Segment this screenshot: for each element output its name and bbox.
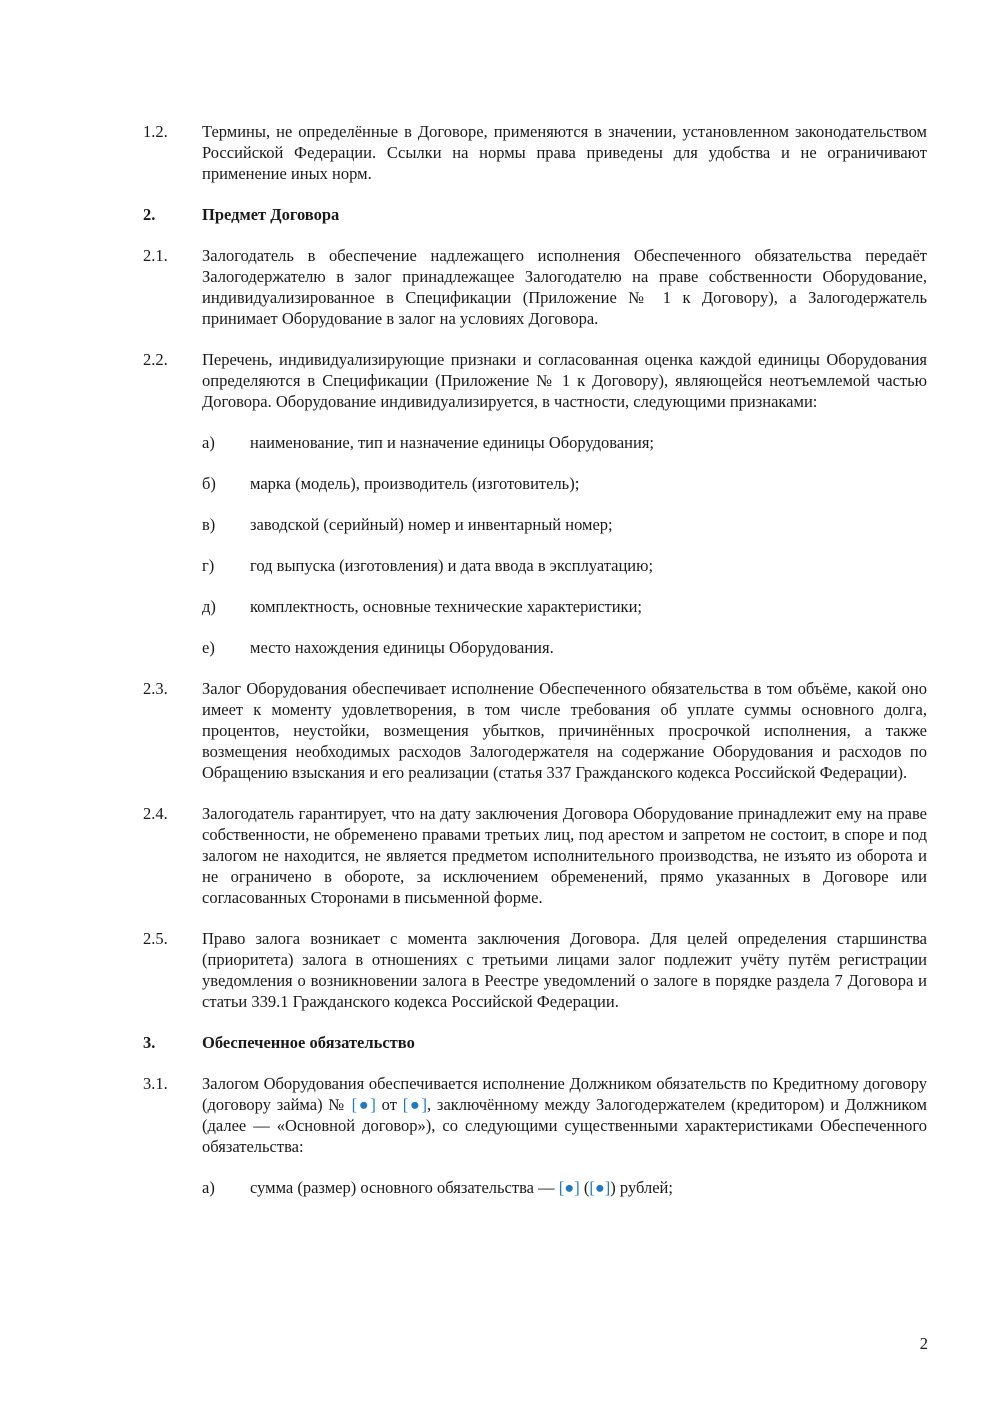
section-heading-3 [143, 1032, 927, 1053]
document-content [143, 121, 927, 1218]
list-item-letter: д) [202, 597, 216, 616]
clause-text-part: , заключённому между Залогодержателем (кредитором) и Должником (далее — «Основной договор»), со следующими существенными характеристиками Обеспеченного обязательства: [202, 1095, 927, 1156]
clause-number: 2.4. [143, 804, 168, 823]
list-item-letter: а) [202, 433, 215, 452]
clause-number: 2.5. [143, 929, 168, 948]
list-item-text-part: сумма (размер) основного обязательства — [250, 1178, 559, 1197]
page-number: 2 [919, 1334, 928, 1353]
list-item [202, 514, 927, 535]
section-number: 3. [143, 1033, 156, 1052]
list-item-letter: а) [202, 1178, 215, 1197]
clause-2-2 [143, 349, 927, 412]
amount-placeholder: [●] [558, 1178, 580, 1197]
list-item-text [250, 1177, 927, 1198]
clause-number: 2.3. [143, 679, 168, 698]
clause-1-2 [143, 121, 927, 184]
clause-text: Залогодатель в обеспечение надлежащего исполнения Обеспеченного обязательства передаёт Залогодержателю в залог принадлежащее Залогодателю на праве собственности Оборудование, индивидуализированное в Спецификации (Приложение № 1 к Договору), а Залогодержатель принимает Оборудование в залог на условиях Договора. [202, 246, 927, 328]
clause-2-4 [143, 803, 927, 908]
list-item-text-part: ( [579, 1178, 590, 1197]
clause-text [202, 1073, 927, 1157]
clause-text-part: от [375, 1095, 403, 1114]
list-item-text: заводской (серийный) номер и инвентарный номер; [250, 515, 613, 534]
clause-2-5 [143, 928, 927, 1012]
list-item [202, 473, 927, 494]
section-number: 2. [143, 205, 156, 224]
list-item-text: комплектность, основные технические характеристики; [250, 597, 642, 616]
amount-in-words-placeholder: [●] [589, 1178, 611, 1197]
section-heading-2 [143, 204, 927, 225]
contract-date-placeholder: [●] [402, 1095, 428, 1114]
clause-2-3 [143, 678, 927, 783]
list-item-letter: г) [202, 556, 215, 575]
contract-number-placeholder: [●] [351, 1095, 376, 1114]
clause-number: 2.2. [143, 350, 168, 369]
clause-3-1-list [202, 1177, 927, 1198]
section-title: Предмет Договора [202, 205, 340, 224]
clause-2-2-list [202, 432, 927, 658]
clause-3-1 [143, 1073, 927, 1157]
clause-text-part: Залогом Оборудования обеспечивается исполнение Должником обязательств по Кредитному договору (договору займа) № [202, 1074, 927, 1114]
list-item-letter: в) [202, 515, 216, 534]
clause-number: 1.2. [143, 122, 168, 141]
list-item-letter: б) [202, 474, 216, 493]
list-item-text: наименование, тип и назначение единицы Оборудования; [250, 433, 655, 452]
list-item [202, 1177, 927, 1198]
clause-text: Термины, не определённые в Договоре, применяются в значении, установленном законодательством Российской Федерации. Ссылки на нормы права приведены для удобства и не ограничивают применение иных норм. [202, 122, 927, 183]
clause-text: Право залога возникает с момента заключения Договора. Для целей определения старшинства (приоритета) залога в отношениях с третьими лицами залог подлежит учёту путём регистрации уведомления о возникновении залога в Реестре уведомлений о залоге в порядке раздела 7 Договора и статьи 339.1 Гражданского кодекса Российской Федерации. [202, 929, 927, 1011]
clause-text: Залог Оборудования обеспечивает исполнение Обеспеченного обязательства в том объёме, какой оно имеет к моменту удовлетворения, в том числе требования об уплате суммы основного долга, процентов, неустойки, возмещения убытков, причинённых просрочкой исполнения, а также возмещения необходимых расходов Залогодержателя на содержание Оборудования и расходов по Обращению взыскания и его реализации (статья 337 Гражданского кодекса Российской Федерации). [202, 679, 927, 782]
list-item [202, 555, 927, 576]
list-item-text-part: ) рублей; [610, 1178, 673, 1197]
clause-number: 3.1. [143, 1074, 168, 1093]
list-item-letter: е) [202, 638, 215, 657]
clause-text: Перечень, индивидуализирующие признаки и согласованная оценка каждой единицы Оборудования определяются в Спецификации (Приложение № 1 к Договору), являющейся неотъемлемой частью Договора. Оборудование индивидуализируется, в частности, следующими признаками: [202, 350, 927, 411]
clause-number: 2.1. [143, 246, 168, 265]
section-title: Обеспеченное обязательство [202, 1033, 415, 1052]
clause-text: Залогодатель гарантирует, что на дату заключения Договора Оборудование принадлежит ему на праве собственности, не обременено правами третьих лиц, под арестом и запретом не состоит, в споре и под залогом не находится, не является предметом исполнительного производства, не изъято из оборота и не ограничено в обороте, за исключением обременений, прямо указанных в Договоре или согласованных Сторонами в письменной форме. [202, 804, 927, 907]
clause-2-1 [143, 245, 927, 329]
list-item [202, 596, 927, 617]
list-item [202, 637, 927, 658]
list-item [202, 432, 927, 453]
list-item-text: год выпуска (изготовления) и дата ввода в эксплуатацию; [250, 556, 654, 575]
list-item-text: место нахождения единицы Оборудования. [250, 638, 554, 657]
list-item-text: марка (модель), производитель (изготовитель); [250, 474, 580, 493]
